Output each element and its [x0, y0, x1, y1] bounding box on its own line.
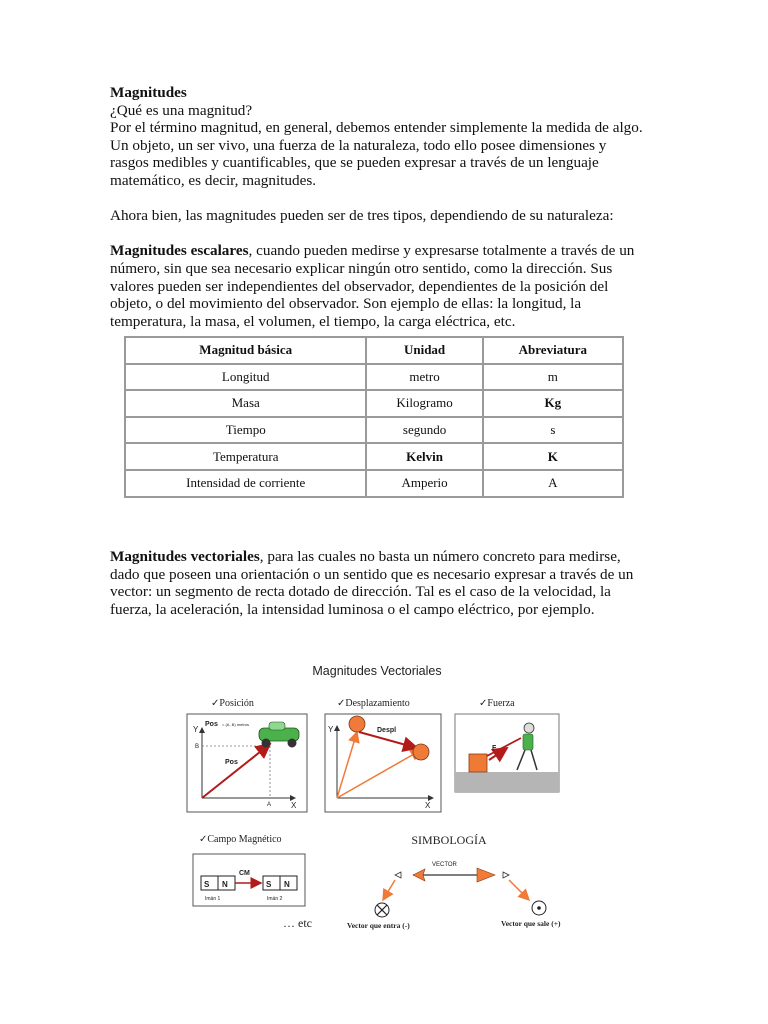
panel-label-desplazamiento: ✓Desplazamiento	[337, 698, 410, 709]
vectorial-line: fuerza, la aceleración, la intensidad luminosa o el campo eléctrico, por ejemplo.	[110, 600, 595, 618]
scalar-line: temperatura, la masa, el volumen, el tiempo, la carga eléctrica, etc.	[110, 312, 516, 330]
pointer-entra	[383, 880, 395, 900]
tail-marker-icon	[395, 872, 401, 878]
iman1-label: Imán 1	[205, 896, 221, 902]
intro-line: Por el término magnitud, en general, debemos entender simplemente la medida de algo.	[110, 119, 643, 137]
table-row	[125, 417, 623, 444]
table-cell: metro	[366, 364, 482, 391]
axis-x-label: X	[425, 801, 431, 810]
simbologia-panel	[347, 862, 561, 930]
table-cell: Masa	[125, 390, 366, 417]
table-header: Abreviatura	[483, 337, 623, 364]
pointer-sale	[509, 880, 529, 900]
table-row	[125, 443, 623, 470]
scalar-line: valores pueden ser independientes del observador, dependientes de la posición del	[110, 277, 609, 295]
despl-label: Despl	[377, 727, 397, 734]
panel-label-fuerza: ✓Fuerza	[479, 698, 515, 709]
scalar-line: número, sin que sea necesario explicar ningún otro sentido, como la dirección. Sus	[110, 259, 613, 277]
scalar-paragraph-first	[110, 242, 670, 260]
cm-label: CM	[239, 870, 250, 877]
simbologia-title: SIMBOLOGÍA	[411, 833, 487, 847]
vector-entra-icon	[375, 903, 389, 917]
position-vector	[202, 744, 270, 798]
table-cell: Temperatura	[125, 443, 366, 470]
character-end-icon	[413, 744, 429, 760]
head-marker-icon	[503, 872, 509, 878]
types-line: Ahora bien, las magnitudes pueden ser de tres tipos, dependiendo de su naturaleza:	[110, 207, 614, 225]
panel-label-campo: ✓Campo Magnético	[199, 834, 282, 845]
pos-label-top: Pos	[205, 721, 218, 728]
ground	[455, 772, 559, 792]
campo-panel	[193, 854, 305, 906]
posicion-panel	[187, 714, 307, 812]
table-cell: m	[483, 364, 623, 391]
table-header: Magnitud básica	[125, 337, 366, 364]
table-row	[125, 364, 623, 391]
table-cell: K	[483, 443, 623, 470]
document-body	[110, 84, 670, 330]
desplazamiento-panel	[325, 714, 441, 812]
car-icon	[259, 722, 299, 748]
vectorial-section	[110, 548, 670, 618]
table-cell: Kilogramo	[366, 390, 482, 417]
magnet-1-n: N	[222, 880, 228, 889]
pos-label-vector: Pos	[225, 759, 238, 766]
table-row	[125, 470, 623, 497]
person-pulling-icon	[517, 723, 537, 770]
table-header-row	[125, 337, 623, 364]
scalar-first-rest: , cuando pueden medirse y expresarse totalmente a través de un	[248, 242, 635, 260]
character-start-icon	[349, 716, 365, 732]
table-cell: Amperio	[366, 470, 482, 497]
table-header: Unidad	[366, 337, 482, 364]
force-label: F	[492, 745, 497, 752]
intro-line: Un objeto, un ser vivo, una fuerza de la naturaleza, todo ello posee dimensiones y	[110, 136, 607, 154]
vector-figure-svg	[177, 648, 591, 934]
axis-y-label: Y	[193, 725, 199, 734]
vectorial-paragraph-first	[110, 548, 670, 566]
scalar-line: objeto, o del movimiento del observador. Son ejemplo de ellas: la longitud, la	[110, 295, 582, 313]
axis-a-label: A	[267, 802, 272, 808]
intro-line: rasgos medibles y cuantificables, que se pueden expresar a través de un lenguaje	[110, 154, 599, 172]
vector-tail-icon	[413, 869, 425, 881]
vector-label: VECTOR	[432, 862, 457, 868]
table-cell: Tiempo	[125, 417, 366, 444]
vector-figure	[177, 648, 591, 934]
question-line: ¿Qué es una magnitud?	[110, 101, 253, 119]
fuerza-panel	[455, 714, 559, 792]
scalar-term: Magnitudes escalares	[110, 242, 249, 260]
table-cell: s	[483, 417, 623, 444]
panel-label-posicion: ✓Posición	[211, 698, 254, 709]
table-cell: Kg	[483, 390, 623, 417]
pos-note: = (A, B) metros	[222, 722, 250, 727]
vector-entra-label: Vector que entra (-)	[347, 921, 410, 930]
table-cell: Longitud	[125, 364, 366, 391]
table-row	[125, 390, 623, 417]
vector-sale-icon	[532, 901, 546, 915]
vector-sale-label: Vector que sale (+)	[501, 919, 561, 928]
table-cell: Kelvin	[366, 443, 482, 470]
magnet-2-s: S	[266, 880, 272, 889]
axis-y-label: Y	[328, 725, 334, 734]
table-cell: A	[483, 470, 623, 497]
table-cell: segundo	[366, 417, 482, 444]
magnitudes-table	[124, 336, 624, 498]
iman2-label: Imán 2	[267, 896, 283, 902]
page-title: Magnitudes	[110, 84, 187, 101]
magnet-2-n: N	[284, 880, 290, 889]
axis-x-label: X	[291, 801, 297, 810]
displacement-vector	[359, 732, 417, 748]
axis-b-label: B	[195, 744, 200, 750]
vector-head-icon	[477, 868, 495, 882]
vectorial-term: Magnitudes vectoriales	[110, 548, 260, 565]
vectorial-line: vector: un segmento de recta dotado de dirección. Tal es el caso de la velocidad, la	[110, 583, 611, 601]
table-cell: Intensidad de corriente	[125, 470, 366, 497]
intro-line: matemático, es decir, magnitudes.	[110, 171, 317, 189]
vectorial-first-rest: , para las cuales no basta un número concreto para medirse,	[259, 548, 621, 565]
block-icon	[469, 754, 487, 772]
etc-label: … etc	[283, 916, 312, 930]
magnet-1-s: S	[204, 880, 210, 889]
figure-title: Magnitudes Vectoriales	[312, 664, 442, 678]
vectorial-line: dado que poseen una orientación o un sentido que es necesario expresar a través de un	[110, 565, 634, 583]
